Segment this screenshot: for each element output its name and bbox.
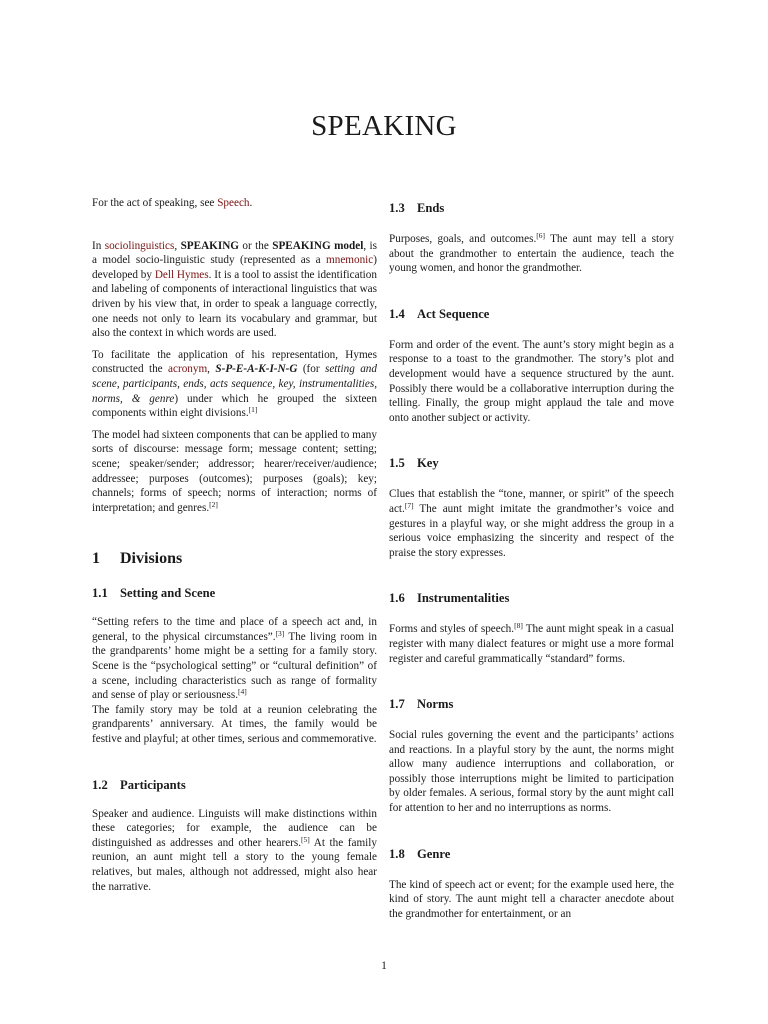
citation-7[interactable]: [7] [404,500,414,510]
subsection-heading-instrumentalities: 1.6 Instrumentalities [389,591,510,606]
mnemonic-link[interactable]: mnemonic [326,254,374,267]
instrumentalities-paragraph: Forms and styles of speech.[8] The aunt might speak in a casual register with many dialect features or might use a more formal register and careful grammatically “standard” forms. [389,621,674,665]
sociolinguistics-link[interactable]: sociolinguistics [104,239,175,252]
dell-hymes-link[interactable]: Dell Hymes [154,268,209,281]
genre-paragraph: The kind of speech act or event; for the example used here, the kind of story. The aunt might tell a character anecdote about the grandmother for entertainment, or an [389,878,674,920]
ends-paragraph: Purposes, goals, and outcomes.[6] The aunt may tell a story about the grandmother to entertain the audience, teach the young women, and honor the grandmother. [389,231,674,275]
citation-4[interactable]: [4] [238,687,247,697]
intro-paragraph-1: In sociolinguistics, SPEAKING or the SPEAKING model, is a model socio-linguistic study (represented as a mnemonic) developed by Dell Hymes. It is a tool to assist the identification and labeling of components of interactional linguistics that was driven by his view that, in order to speak a language correctly, one needs not only to learn its vocabulary and grammar, but also the context in which words are used. [92,239,377,340]
subsection-heading-norms: 1.7 Norms [389,697,454,712]
page-title: SPEAKING [311,110,457,142]
section-heading-divisions: 1 Divisions [92,550,183,568]
citation-1[interactable]: [1] [248,405,258,415]
key-paragraph: Clues that establish the “tone, manner, or spirit” of the speech act.[7] The aunt might imitate the grandmother’s voice and gestures in a playful way, or she might address the group in a serious voice emphasizing the sincerity and respect of the praise the story expresses. [389,488,674,559]
citation-3[interactable]: [3] [275,628,285,638]
participants-paragraph: Speaker and audience. Linguists will make distinctions within these categories; for example, the audience can be distinguished as addresses and other hearers.[5] At the family reunion, an aunt might tell a story to the young female relatives, but males, although not addressed, might also hear the narrative. [92,807,377,893]
subsection-heading-participants: 1.2 Participants [92,777,186,792]
citation-6[interactable]: [6] [536,231,546,240]
speech-link[interactable]: Speech [217,197,250,209]
intro-paragraph-3: The model had sixteen components that can be applied to many sorts of discourse: message form; message content; setting; scene; speaker/sender; addressor; hearer/receiver/audience; addressee; purposes (outcomes); purposes (goals); key; channels; forms of speech; norms of interaction; norms of interpretation; and genres.[2] [92,428,377,514]
subsection-heading-ends: 1.3 Ends [389,201,445,215]
setting-and-scene-paragraph-2: The family story may be told at a reunion celebrating the grandparents’ anniversary. At times, the family would be festive and playful; at other times, serious and commemorative. [92,703,377,746]
citation-2[interactable]: [2] [209,499,218,509]
subsection-heading-key: 1.5 Key [389,456,439,471]
act-sequence-paragraph: Form and order of the event. The aunt’s story might begin as a response to a toast to the grandmother. The story’s plot and development would have a sequence structured by the aunt. Possibly there would be a collaborative interruption during the telling. Finally, the group might applaud the tale and move onto another subject or activity. [389,338,674,424]
subsection-heading-act-sequence: 1.4 Act Sequence [389,306,490,321]
acronym-link[interactable]: acronym [168,363,208,376]
citation-5[interactable]: [5] [301,834,310,844]
left-column [92,196,377,894]
page-number: 1 [381,960,387,972]
subsection-heading-genre: 1.8 Genre [389,846,451,861]
right-column [389,200,674,921]
norms-paragraph: Social rules governing the event and the participants’ actions and reactions. In a playful story by the aunt, the norms might allow many audience interruptions and collaboration, or possibly those interruptions might be limited to participation by older females. A serious, formal story by the aunt might call for attention to her and no interruptions as norms. [389,729,674,815]
hatnote: For the act of speaking, see Speech. [92,197,253,209]
setting-and-scene-paragraph-1: “Setting refers to the time and place of a speech act and, in general, to the physical circumstances”.[3] The living room in the grandparents’ home might be a setting for a family story. Scene is the “psychological setting” or “cultural definition” of a scene, including characteristics such as range of formality and sense of play or seriousness.[4] [92,616,377,702]
intro-paragraph-2: To facilitate the application of his representation, Hymes constructed the acronym, S-P-E-A-K-I-N-G (for setting and scene, participants, ends, acts sequence, key, instrumentalities, norms, & genre) under which he grouped the sixteen components within eight divisions.[1] [92,348,377,420]
citation-8[interactable]: [8] [514,621,523,631]
subsection-heading-setting-and-scene: 1.1 Setting and Scene [92,586,216,601]
